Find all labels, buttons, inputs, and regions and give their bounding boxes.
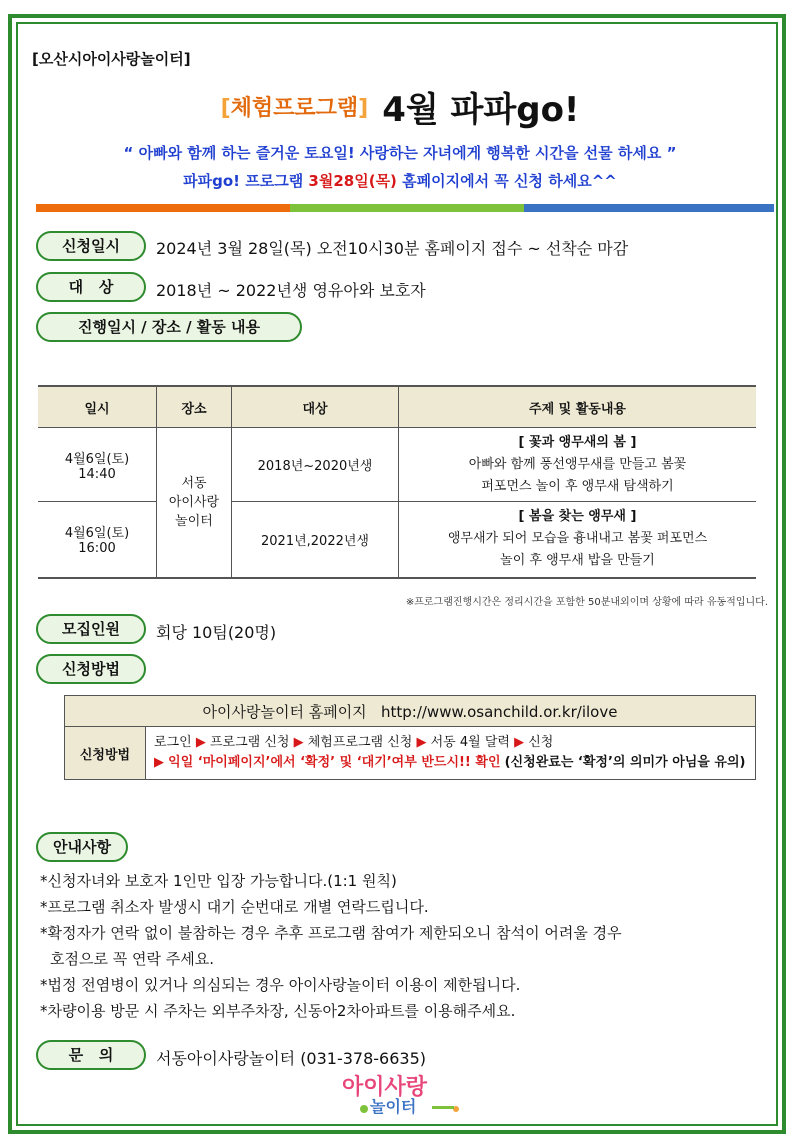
homepage-url[interactable]: 아이사랑놀이터 홈페이지 http://www.osanchild.or.kr/ilove (65, 696, 756, 727)
osan-logo-mark (336, 1072, 486, 1118)
row-topic: [ 꽃과 앵무새의 봄 ] 아빠와 함께 풍선앵무새를 만들고 봄꽃 퍼포먼스 놀이 후 앵무새 탐색하기 (399, 428, 757, 502)
title-tag: [체험프로그램] (220, 96, 369, 121)
target-text: 2018년 ~ 2022년생 영유아와 보호자 (156, 281, 426, 300)
table-row (38, 502, 756, 578)
arrow-icon: ▶ (514, 735, 525, 750)
schedule-table (38, 385, 756, 579)
arrow-icon: ▶ (293, 735, 304, 750)
info-item: *신청자녀와 보호자 1인만 입장 가능합니다.(1:1 원칙) (40, 872, 397, 890)
title-main: 4월 파파go! (382, 90, 580, 130)
header-place: 장소 (157, 386, 232, 428)
header-date: 일시 (38, 386, 157, 428)
info-list (40, 868, 764, 1024)
info-item: *차량이용 방문 시 주차는 외부주차장, 신동아2차아파트를 이용해주세요. (40, 1002, 516, 1020)
contact-label: 문 의 (36, 1040, 146, 1070)
row-target: 2018년~2020년생 (232, 428, 399, 502)
apply-date-label: 신청일시 (36, 231, 146, 261)
method-note: (신청완료는 ‘확정’의 의미가 아님을 유의) (504, 755, 746, 770)
info-item: *확정자가 연락 없이 불참하는 경우 추후 프로그램 참여가 제한되오니 참석이 어려울 경우 (40, 924, 622, 942)
logo-dot-green (360, 1105, 368, 1113)
recruit-label: 모집인원 (36, 614, 146, 644)
info-item: 호점으로 꼭 연락 주세요. (50, 950, 214, 968)
row-target: 2021년,2022년생 (232, 502, 399, 578)
method-warning: 익일 ‘마이페이지’에서 ‘확정’ 및 ‘대기’여부 반드시!! 확인 (168, 755, 501, 770)
logo-underline (432, 1106, 454, 1109)
target-label: 대 상 (36, 272, 146, 302)
apply-method-table (64, 695, 756, 780)
schedule-label: 진행일시 / 장소 / 활동 내용 (36, 312, 302, 342)
table-row (38, 428, 756, 502)
contact-text: 서동아이사랑놀이터 (031-378-6635) (156, 1049, 427, 1068)
row-topic: [ 봄을 찾는 앵무새 ] 앵무새가 되어 모습을 흉내내고 봄꽃 퍼포먼스 놀이 후 앵무새 밥을 만들기 (399, 502, 757, 578)
apply-date-text: 2024년 3월 28일(목) 오전10시30분 홈페이지 접수 ~ 선착순 마감 (156, 239, 629, 258)
logo-line1: 아이사랑 (342, 1075, 428, 1100)
info-item: *프로그램 취소자 발생시 대기 순번대로 개별 연락드립니다. (40, 898, 429, 916)
info-label: 안내사항 (36, 832, 128, 862)
color-bar-green (290, 204, 524, 212)
schedule-footnote: ※프로그램진행시간은 정리시간을 포함한 50분내외이며 상황에 따라 유동적입니다. (405, 597, 768, 608)
color-bar-blue (524, 204, 774, 212)
method-label: 신청방법 (36, 654, 146, 684)
title (0, 82, 800, 131)
arrow-icon: ▶ (154, 755, 164, 770)
arrow-icon: ▶ (195, 735, 206, 750)
organization-name: [오산시아이사랑놀이터] (32, 50, 191, 68)
header-topic: 주제 및 활동내용 (399, 386, 757, 428)
schedule-header-row (38, 386, 756, 428)
notice: 파파go! 프로그램 3월28일(목) 홈페이지에서 꼭 신청 하세요^^ (183, 172, 617, 190)
row-date: 4월6일(토) 16:00 (38, 502, 157, 578)
header-target: 대상 (232, 386, 399, 428)
info-item: *법정 전염병이 있거나 의심되는 경우 아이사랑놀이터 이용이 제한됩니다. (40, 976, 521, 994)
method-row-label: 신청방법 (65, 727, 146, 780)
color-bar-orange (36, 204, 290, 212)
logo-line2: 놀이터 (370, 1097, 417, 1116)
arrow-icon: ▶ (416, 735, 427, 750)
method-steps: 로그인 ▶ 프로그램 신청 ▶ 체험프로그램 신청 ▶ 서동 4월 달력 ▶ 신청 ▶ 익일 ‘마이페이지’에서 ‘확정’ 및 ‘대기’여부 반드시!! 확인 (신청완료는 ‘확정’의 의미가 아님을 유의) (146, 727, 756, 780)
row-place: 서동 아이사랑 놀이터 (157, 428, 232, 578)
slogan: “ 아빠와 함께 하는 즐거운 토요일! 사랑하는 자녀에게 행복한 시간을 선물 하세요 ” (123, 144, 677, 162)
recruit-text: 회당 10팀(20명) (156, 623, 277, 642)
row-date: 4월6일(토) 14:40 (38, 428, 157, 502)
